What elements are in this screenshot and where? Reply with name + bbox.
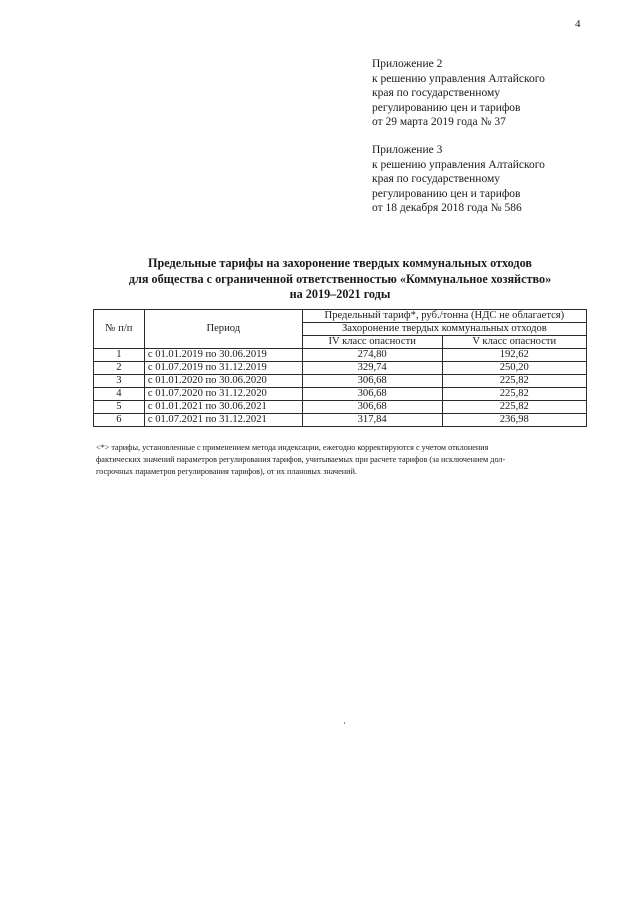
cell-class-v: 225,82: [442, 401, 586, 414]
cell-class-v: 192,62: [442, 349, 586, 362]
annex-2-line: к решению управления Алтайского: [372, 72, 545, 85]
annex-3-header: [372, 143, 612, 216]
header-num: № п/п: [94, 310, 145, 349]
page-number: 4: [575, 18, 581, 30]
cell-class-iv: 306,68: [302, 401, 442, 414]
cell-period: с 01.01.2019 по 30.06.2019: [144, 349, 302, 362]
cell-class-iv: 317,84: [302, 414, 442, 427]
title-line: на 2019–2021 годы: [289, 287, 391, 301]
cell-class-v: 236,98: [442, 414, 586, 427]
cell-period: с 01.01.2020 по 30.06.2020: [144, 375, 302, 388]
cell-class-iv: 329,74: [302, 362, 442, 375]
annex-3-line: регулированию цен и тарифов: [372, 187, 521, 200]
title-line: для общества с ограниченной ответственностью «Коммунальное хозяйство»: [128, 271, 552, 286]
scan-speck: [344, 722, 345, 724]
table-row: [94, 375, 587, 388]
header-period: Период: [144, 310, 302, 349]
cell-class-iv: 306,68: [302, 375, 442, 388]
header-class-iv: IV класс опасности: [302, 336, 442, 349]
cell-class-v: 250,20: [442, 362, 586, 375]
cell-class-v: 225,82: [442, 375, 586, 388]
footnote-line: <*> тарифы, установленные с применением метода индексации, ежегодно корректируются с учетом отклонения: [96, 443, 489, 452]
footnote-line: госрочных параметров регулирования тарифов), от их плановых значений.: [96, 467, 357, 476]
document-title: [60, 256, 620, 303]
cell-num: 3: [94, 375, 145, 388]
cell-class-iv: 274,80: [302, 349, 442, 362]
annex-3-line: к решению управления Алтайского: [372, 158, 545, 171]
header-tariff: Предельный тариф*, руб./тонна (НДС не облагается): [302, 310, 586, 323]
cell-period: с 01.07.2020 по 31.12.2020: [144, 388, 302, 401]
header-class-v: V класс опасности: [442, 336, 586, 349]
tariff-table: [93, 309, 587, 427]
table-row: [94, 388, 587, 401]
table-row: [94, 349, 587, 362]
table-header-row: [94, 310, 587, 323]
annex-2-line: от 29 марта 2019 года № 37: [372, 116, 506, 129]
annex-2-line: Приложение 2: [372, 58, 443, 70]
cell-period: с 01.07.2021 по 31.12.2021: [144, 414, 302, 427]
title-line: Предельные тарифы на захоронение твердых коммунальных отходов: [148, 256, 532, 270]
annex-3-line: от 18 декабря 2018 года № 586: [372, 202, 522, 215]
cell-class-iv: 306,68: [302, 388, 442, 401]
annex-2-line: края по государственному: [372, 87, 500, 100]
cell-num: 2: [94, 362, 145, 375]
annex-3-line: края по государственному: [372, 173, 500, 186]
annex-2-header: [372, 57, 612, 130]
table-row: [94, 414, 587, 427]
cell-num: 4: [94, 388, 145, 401]
table-row: [94, 401, 587, 414]
cell-num: 6: [94, 414, 145, 427]
footnote-line: фактических значений параметров регулирования тарифов, учитываемых при расчете тарифов (за исключением дол-: [96, 455, 506, 464]
cell-period: с 01.01.2021 по 30.06.2021: [144, 401, 302, 414]
footnote: [96, 442, 590, 478]
annex-3-line: Приложение 3: [372, 144, 443, 156]
table-row: [94, 362, 587, 375]
annex-2-line: регулированию цен и тарифов: [372, 101, 521, 114]
cell-num: 1: [94, 349, 145, 362]
header-waste: Захоронение твердых коммунальных отходов: [302, 323, 586, 336]
cell-period: с 01.07.2019 по 31.12.2019: [144, 362, 302, 375]
cell-num: 5: [94, 401, 145, 414]
cell-class-v: 225,82: [442, 388, 586, 401]
